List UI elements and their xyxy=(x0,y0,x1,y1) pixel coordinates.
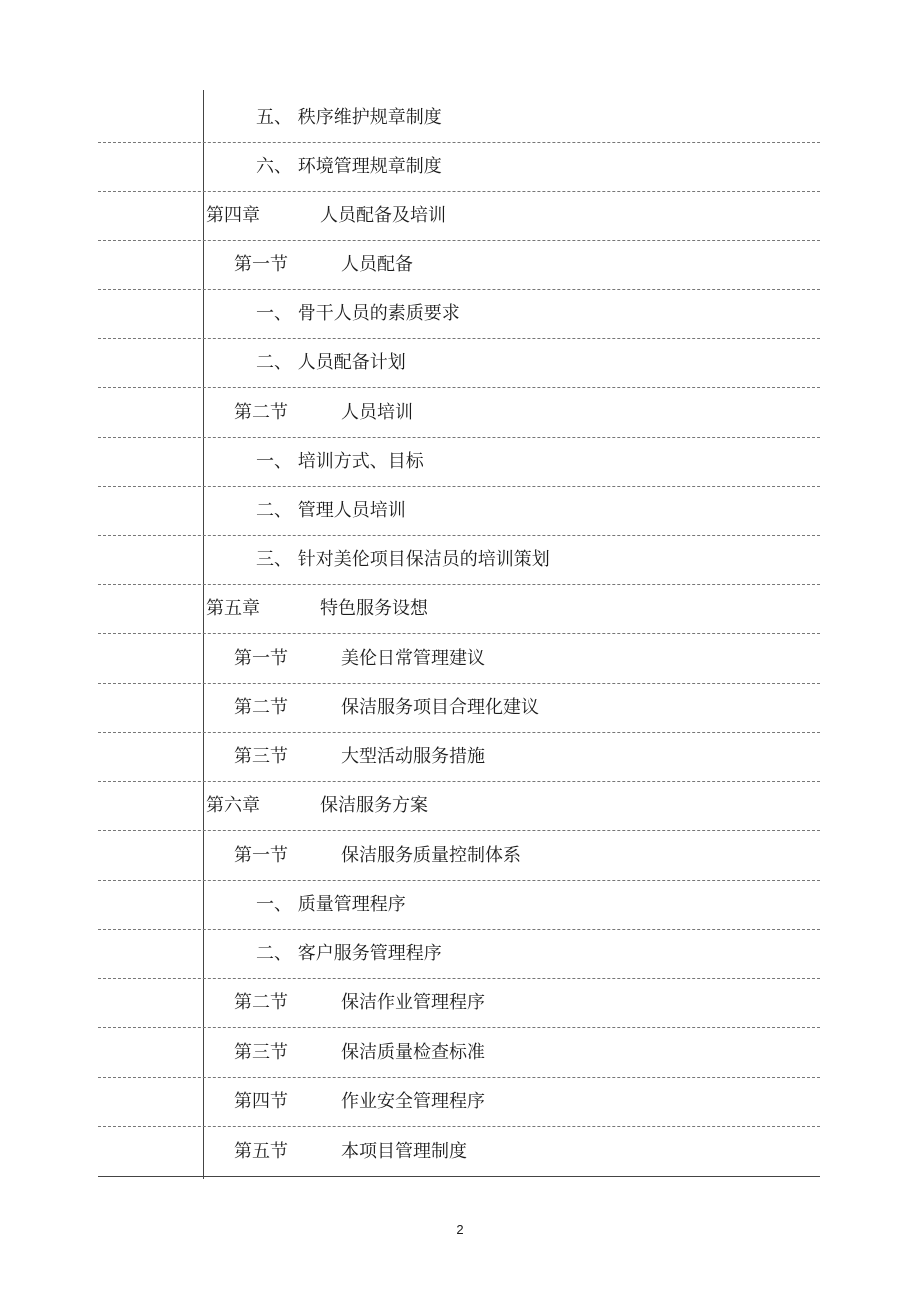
toc-row xyxy=(0,339,920,387)
toc-row xyxy=(0,1128,920,1176)
toc-row xyxy=(0,930,920,978)
toc-title: 人员培训 xyxy=(341,402,413,423)
toc-row xyxy=(0,438,920,486)
toc-title: 保洁服务质量控制体系 xyxy=(341,845,521,866)
toc-row xyxy=(0,684,920,732)
toc-title: 保洁质量检查标准 xyxy=(341,1042,485,1063)
toc-title: 二、 管理人员培训 xyxy=(256,500,406,521)
toc-section-label: 第二节 xyxy=(234,992,288,1013)
toc-row xyxy=(0,94,920,142)
toc-section-label: 第一节 xyxy=(234,845,288,866)
toc-title: 二、 客户服务管理程序 xyxy=(256,943,442,964)
toc-title: 特色服务设想 xyxy=(320,598,428,619)
toc-section-label: 第三节 xyxy=(234,1042,288,1063)
toc-row xyxy=(0,143,920,191)
toc-row xyxy=(0,241,920,289)
row-separator xyxy=(98,387,820,388)
row-separator xyxy=(98,1027,820,1028)
toc-section-label: 第二节 xyxy=(234,402,288,423)
toc-title: 六、 环境管理规章制度 xyxy=(256,156,442,177)
toc-title: 保洁作业管理程序 xyxy=(341,992,485,1013)
toc-chapter-label: 第五章 xyxy=(206,598,260,619)
toc-title: 作业安全管理程序 xyxy=(341,1091,485,1112)
toc-row xyxy=(0,1078,920,1126)
toc-title: 保洁服务项目合理化建议 xyxy=(341,697,539,718)
toc-section-label: 第一节 xyxy=(234,254,288,275)
toc-section-label: 第一节 xyxy=(234,648,288,669)
toc-title: 一、 培训方式、目标 xyxy=(256,451,424,472)
page-number: 2 xyxy=(456,1222,464,1237)
toc-row xyxy=(0,979,920,1027)
toc-row xyxy=(0,192,920,240)
toc-row xyxy=(0,487,920,535)
toc-chapter-label: 第四章 xyxy=(206,205,260,226)
toc-section-label: 第五节 xyxy=(234,1141,288,1162)
toc-row xyxy=(0,635,920,683)
toc-title: 保洁服务方案 xyxy=(320,795,428,816)
toc-title: 人员配备 xyxy=(341,254,413,275)
toc-row xyxy=(0,733,920,781)
toc-row xyxy=(0,832,920,880)
toc-chapter-label: 第六章 xyxy=(206,795,260,816)
toc-title: 人员配备及培训 xyxy=(320,205,446,226)
toc-section-label: 第三节 xyxy=(234,746,288,767)
toc-title: 本项目管理制度 xyxy=(341,1141,467,1162)
toc-section-label: 第四节 xyxy=(234,1091,288,1112)
toc-title: 五、 秩序维护规章制度 xyxy=(256,107,442,128)
toc-row xyxy=(0,536,920,584)
toc-section-label: 第二节 xyxy=(234,697,288,718)
toc-title: 一、 质量管理程序 xyxy=(256,894,406,915)
toc-row xyxy=(0,782,920,830)
toc-row xyxy=(0,389,920,437)
row-separator xyxy=(98,830,820,831)
row-separator xyxy=(98,1126,820,1127)
toc-row xyxy=(0,290,920,338)
toc-row xyxy=(0,881,920,929)
toc-title: 美伦日常管理建议 xyxy=(341,648,485,669)
row-separator xyxy=(98,633,820,634)
toc-title: 二、 人员配备计划 xyxy=(256,352,406,373)
row-separator xyxy=(98,1176,820,1177)
toc-row xyxy=(0,1029,920,1077)
toc-title: 一、 骨干人员的素质要求 xyxy=(256,303,460,324)
toc-title: 三、 针对美伦项目保洁员的培训策划 xyxy=(256,549,550,570)
toc-row xyxy=(0,585,920,633)
toc-title: 大型活动服务措施 xyxy=(341,746,485,767)
